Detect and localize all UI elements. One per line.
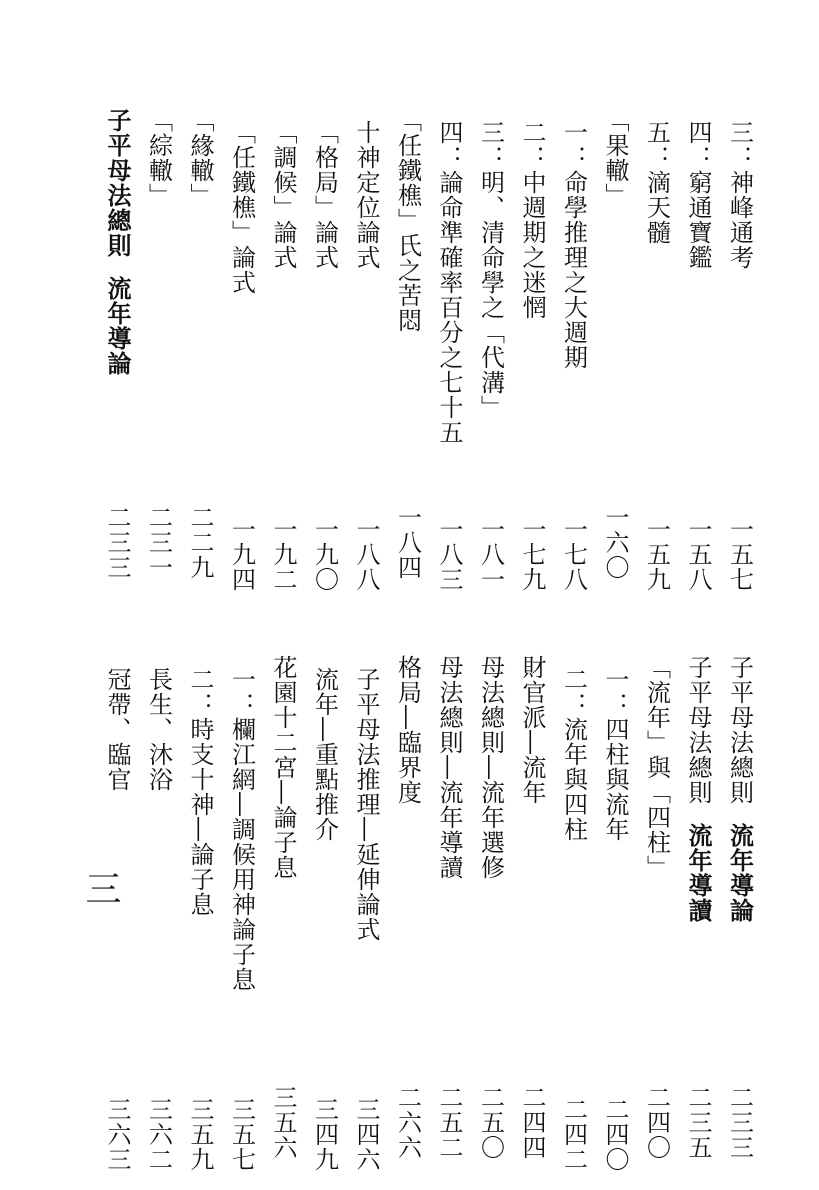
entry-title: 二：流年與四柱 — [559, 667, 588, 842]
entry-title: 冠帶、臨官 — [103, 667, 131, 792]
toc-entry[interactable] — [476, 655, 521, 1160]
toc-entry[interactable] — [520, 655, 562, 1160]
entry-page: 二四四 — [518, 1085, 546, 1160]
entry-title: 長生、沐浴 — [144, 667, 173, 792]
entry-page: 一五八 — [684, 517, 712, 592]
entry-title: 「緣轍」 — [186, 108, 214, 208]
entry-title: 四：窮通寶鑑 — [684, 120, 712, 270]
entry-page: 二四二 — [559, 1097, 588, 1172]
toc-entry[interactable] — [642, 655, 687, 1160]
entry-title-bold: 流年導論 — [103, 276, 131, 376]
toc-entry[interactable] — [186, 655, 230, 1172]
toc-entry[interactable] — [393, 655, 438, 1160]
entry-title: 十神定位論式 — [352, 120, 380, 270]
entry-page: 三五七 — [227, 1097, 256, 1172]
entry-title: 子平母法推理―延伸論式 — [352, 667, 380, 942]
entry-title: 「格局」論式 — [310, 120, 339, 270]
toc-entry[interactable] — [642, 108, 687, 592]
entry-page: 一九二 — [269, 517, 297, 592]
entry-title: 「綜轍」 — [144, 108, 173, 208]
toc-entry[interactable] — [310, 655, 355, 1172]
entry-page: 一六〇 — [601, 505, 629, 580]
entry-title-bold: 流年導讀 — [684, 823, 712, 923]
entry-title — [686, 655, 710, 923]
entry-title: 二：時支十神―論子息 — [186, 667, 214, 917]
entry-page: 三六二 — [144, 1097, 173, 1172]
toc-entry[interactable] — [144, 655, 189, 1172]
entry-page: 三四六 — [352, 1097, 380, 1172]
toc-entry[interactable] — [686, 655, 728, 1160]
entry-page: 二三三 — [103, 505, 131, 580]
entry-page: 一七八 — [559, 517, 588, 592]
entry-page: 二三三 — [725, 1085, 754, 1160]
entry-title: 財官派―流年 — [518, 655, 546, 805]
entry-page: 一八三 — [435, 517, 463, 592]
entry-title — [725, 655, 754, 923]
entry-title-main: 子平母法總則 — [103, 108, 131, 258]
toc-entry[interactable] — [352, 108, 396, 592]
entry-page: 一八一 — [476, 517, 505, 592]
entry-title: 母法總則―流年導讀 — [435, 655, 463, 880]
entry-page: 一八四 — [393, 505, 422, 580]
toc-entry[interactable] — [227, 108, 272, 592]
toc-entry[interactable] — [603, 108, 645, 580]
entry-page: 二四〇 — [601, 1097, 629, 1172]
toc-entry[interactable] — [518, 108, 562, 592]
entry-title: 二：中週期之迷惘 — [518, 120, 546, 320]
entry-title: 一：欄江網―調候用神論子息 — [227, 667, 256, 992]
entry-title: 「果轍」 — [601, 108, 629, 208]
entry-page: 二五〇 — [476, 1085, 505, 1160]
toc-entry[interactable] — [476, 108, 521, 592]
toc-bottom-block — [89, 655, 769, 1172]
toc-entry[interactable] — [227, 655, 272, 1172]
entry-page: 一五七 — [725, 517, 754, 592]
toc-entry[interactable] — [103, 655, 147, 1172]
entry-page: 三五六 — [269, 1085, 297, 1160]
entry-title-main: 子平母法總則 — [684, 655, 712, 805]
toc-entry[interactable] — [352, 655, 396, 1172]
entry-page: 一八八 — [352, 517, 380, 592]
toc-entry[interactable] — [393, 108, 438, 580]
entry-title: 三：神峰通考 — [725, 120, 754, 270]
entry-title: 花園十二宮―論子息 — [269, 655, 297, 880]
toc-entry[interactable] — [269, 108, 313, 592]
entry-page: 一五九 — [642, 517, 671, 592]
toc-entry[interactable] — [725, 655, 770, 1160]
toc-entry[interactable] — [310, 108, 355, 592]
entry-title: 四：論命準確率百分之七十五 — [435, 120, 463, 445]
entry-title: 母法總則―流年選修 — [476, 655, 505, 880]
entry-title: 一：命學推理之大週期 — [559, 120, 588, 370]
entry-title: 五：滴天髓 — [642, 120, 671, 245]
entry-page: 三六三 — [103, 1097, 131, 1172]
entry-page: 二二九 — [186, 505, 214, 580]
entry-page: 三四九 — [310, 1097, 339, 1172]
entry-page: 二五二 — [435, 1085, 463, 1160]
entry-page: 二六六 — [393, 1085, 422, 1160]
entry-title: 「流年」與「四柱」 — [642, 655, 671, 880]
entry-title-main: 子平母法總則 — [725, 655, 754, 805]
page-number: 三 — [80, 870, 121, 906]
entry-title: 一：四柱與流年 — [601, 667, 629, 842]
toc-entry[interactable] — [435, 108, 479, 592]
entry-title: 三：明、清命學之「代溝」 — [476, 120, 505, 420]
entry-page: 一七九 — [518, 517, 546, 592]
toc-entry[interactable] — [271, 655, 313, 1160]
toc-entry[interactable] — [437, 655, 479, 1160]
toc-entry[interactable] — [601, 655, 645, 1172]
entry-title: 「調候」論式 — [269, 120, 297, 270]
toc-entry[interactable] — [144, 108, 189, 580]
entry-title: 流年―重點推介 — [310, 667, 339, 842]
entry-page: 一九四 — [227, 517, 256, 592]
toc-entry[interactable] — [725, 108, 770, 592]
toc-entry[interactable] — [188, 108, 230, 580]
entry-title: 「任鐵樵」論式 — [227, 120, 256, 295]
entry-title: 格局―臨界度 — [393, 655, 422, 805]
entry-title: 「任鐵樵」氏之苦悶 — [393, 108, 422, 333]
entry-page: 二四〇 — [642, 1085, 671, 1160]
entry-page: 二三五 — [684, 1085, 712, 1160]
toc-entry[interactable] — [684, 108, 728, 592]
entry-page: 一九〇 — [310, 517, 339, 592]
toc-entry[interactable] — [559, 655, 604, 1172]
toc-entry[interactable] — [559, 108, 604, 592]
entry-page: 二三一 — [144, 505, 173, 580]
entry-page: 三五九 — [186, 1097, 214, 1172]
entry-title — [105, 108, 129, 376]
entry-title-bold: 流年導論 — [725, 823, 754, 923]
toc-entry[interactable] — [105, 108, 147, 580]
toc-top-block — [89, 108, 769, 592]
